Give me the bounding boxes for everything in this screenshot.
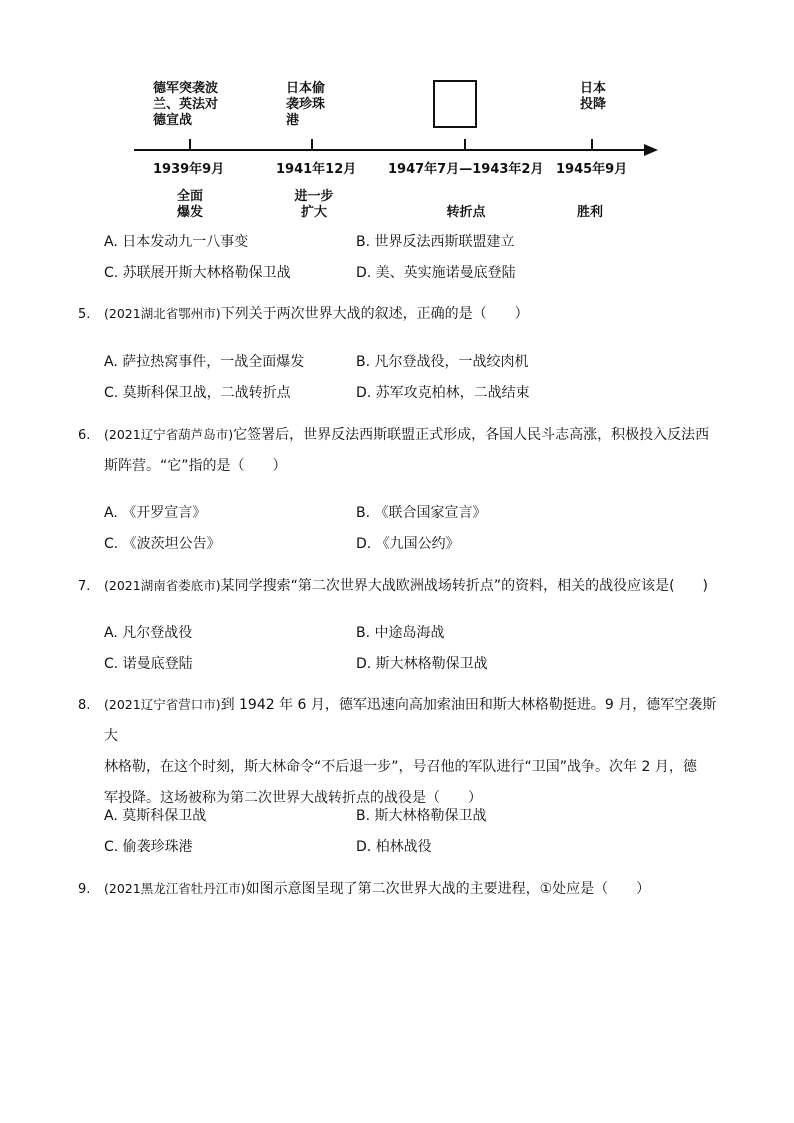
text-line: 爆发 (176, 205, 203, 220)
text-line: 德宣战 (153, 113, 193, 128)
text-line: 袭珍珠 (286, 97, 326, 112)
date-1: 1939年9月 (153, 162, 225, 177)
q9-text: 如图示意图呈现了第二次世界大战的主要进程，①处应是（ ） (245, 881, 651, 897)
q4-option-a[interactable]: A. 日本发动九一八事变 (104, 234, 249, 250)
stage-2 (286, 189, 342, 221)
q7-number: 7. (78, 579, 91, 594)
stage-4: 胜利 (576, 205, 603, 220)
arrow-head-icon (644, 144, 658, 156)
q5-option-b[interactable]: B. 凡尔登战役，一战绞肉机 (356, 354, 529, 370)
date-2: 1941年12月 (276, 162, 357, 177)
q5-text: 下列关于两次世界大战的叙述，正确的是（ ） (220, 306, 529, 322)
date-3: 1947年7月—1943年2月 (388, 162, 544, 177)
text-line: 日本偷 (286, 81, 326, 96)
q8-number: 8. (78, 698, 91, 713)
q6-option-a[interactable]: A. 《开罗宣言》 (104, 505, 207, 521)
text-line: 扩大 (300, 205, 327, 220)
q7-option-a[interactable]: A. 凡尔登战役 (104, 625, 193, 641)
text-line: 进一步 (294, 189, 334, 204)
q5-source: (2021湖北省鄂州市) (104, 306, 221, 321)
q4-option-b[interactable]: B. 世界反法西斯联盟建立 (356, 234, 515, 250)
q6-option-c[interactable]: C. 《波茨坦公告》 (104, 536, 221, 552)
q7-stem (104, 570, 724, 602)
q5-stem (104, 298, 724, 330)
timeline-event-4-label (580, 81, 606, 113)
q6-text: 它签署后，世界反法西斯联盟正式形成，各国人民斗志高涨，积极投入反法西 (233, 427, 710, 443)
q8-source: (2021辽宁省营口市) (104, 697, 221, 712)
timeline-event-2-label (286, 81, 325, 129)
q5-number: 5. (78, 307, 91, 322)
q6-stem (104, 419, 724, 482)
q8-option-d[interactable]: D. 柏林战役 (356, 839, 432, 855)
stage-3: 转折点 (446, 205, 486, 220)
timeline-axis (134, 149, 646, 151)
q8-line-1 (104, 689, 724, 752)
q8-option-b[interactable]: B. 斯大林格勒保卫战 (356, 808, 487, 824)
timeline-event-1-label (153, 81, 218, 129)
q8-line-3: 军投降。这场被称为第二次世界大战转折点的战役是（ ） (104, 790, 482, 806)
q6-line-1 (104, 419, 724, 451)
q5-option-c[interactable]: C. 莫斯科保卫战，二战转折点 (104, 385, 291, 401)
q9-source: (2021黑龙江省牡丹江市) (104, 881, 246, 896)
q7-option-c[interactable]: C. 诺曼底登陆 (104, 656, 193, 672)
text-line: 全面 (176, 189, 203, 204)
q7-option-b[interactable]: B. 中途岛海战 (356, 625, 445, 641)
q6-option-d[interactable]: D. 《九国公约》 (356, 536, 460, 552)
stage-1 (165, 189, 215, 221)
q5-option-a[interactable]: A. 萨拉热窝事件，一战全面爆发 (104, 354, 305, 370)
q8-option-c[interactable]: C. 偷袭珍珠港 (104, 839, 193, 855)
q7-option-d[interactable]: D. 斯大林格勒保卫战 (356, 656, 488, 672)
q4-option-c[interactable]: C. 苏联展开斯大林格勒保卫战 (104, 265, 291, 281)
timeline-diagram (0, 0, 794, 230)
q9-number: 9. (78, 882, 91, 897)
text-line: 兰、英法对 (153, 97, 219, 112)
text-line: 港 (286, 113, 300, 128)
q6-line-2: 斯阵营。“它”指的是（ ） (104, 458, 287, 474)
text-line: 投降 (580, 97, 607, 112)
q6-option-b[interactable]: B. 《联合国家宣言》 (356, 505, 487, 521)
text-line: 日本 (580, 81, 607, 96)
blank-box (433, 80, 477, 128)
q6-number: 6. (78, 428, 91, 443)
q8-option-a[interactable]: A. 莫斯科保卫战 (104, 808, 207, 824)
q6-source: (2021辽宁省葫芦岛市) (104, 427, 234, 442)
q8-text: 到 1942 年 6 月，德军迅速向高加索油田和斯大林格勒挺进。9 月，德军空袭斯大 (104, 697, 717, 744)
q4-option-d[interactable]: D. 美、英实施诺曼底登陆 (356, 265, 516, 281)
q5-option-d[interactable]: D. 苏军攻克柏林，二战结束 (356, 385, 530, 401)
q7-text: 某同学搜索“第二次世界大战欧洲战场转折点”的资料，相关的战役应该是( ) (220, 578, 709, 594)
q9-stem (104, 873, 724, 905)
q7-source: (2021湖南省娄底市) (104, 578, 221, 593)
date-4: 1945年9月 (556, 162, 628, 177)
q8-line-2: 林格勒，在这个时刻，斯大林命令“不后退一步”，号召他的军队进行“卫国”战争。次年 2 月，德 (104, 759, 697, 775)
text-line: 德军突袭波 (153, 81, 219, 96)
q8-stem (104, 689, 724, 814)
